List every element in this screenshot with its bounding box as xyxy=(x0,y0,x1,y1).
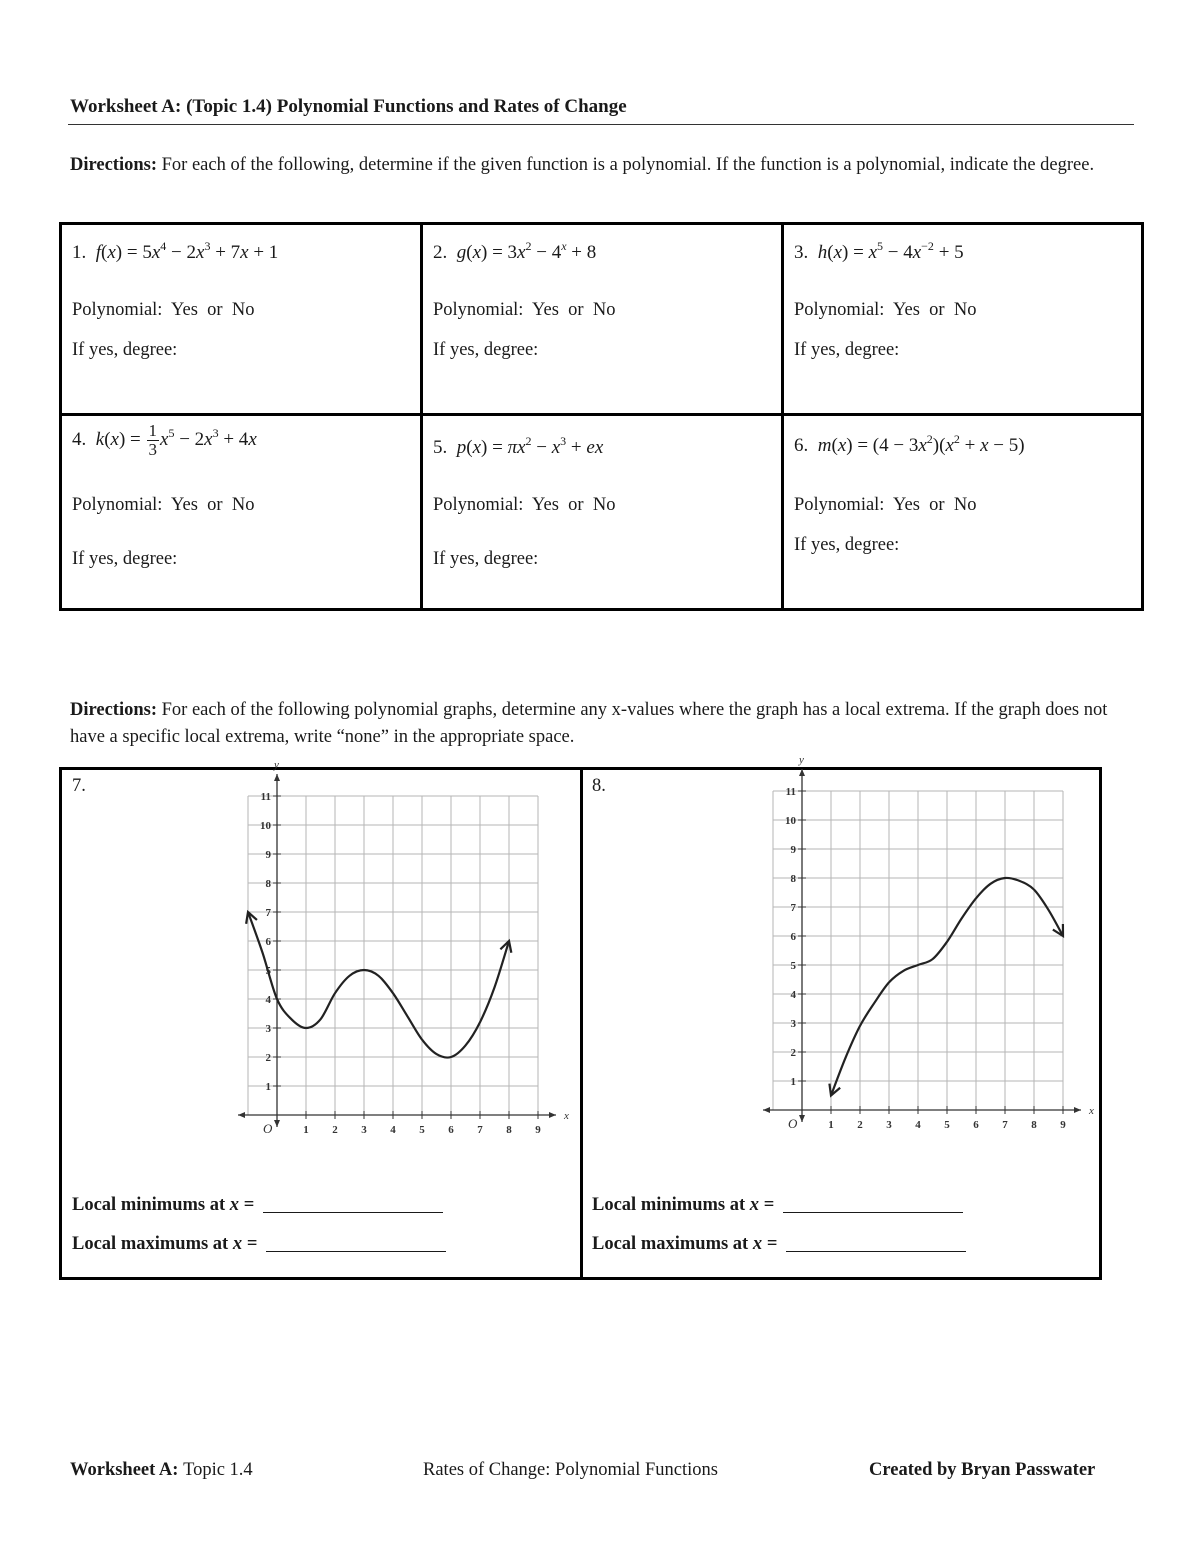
degree-prompt: If yes, degree: xyxy=(794,340,900,360)
x-tick-label: 5 xyxy=(419,1124,425,1136)
answer-blank[interactable] xyxy=(786,1250,966,1252)
y-tick-label: 4 xyxy=(265,994,271,1006)
problem-cell-2 xyxy=(423,225,781,413)
x-axis-arrow-icon xyxy=(238,1112,245,1118)
degree-prompt: If yes, degree: xyxy=(433,340,539,360)
graph-number-8: 8. xyxy=(592,776,606,796)
answer-blank[interactable] xyxy=(783,1211,963,1213)
local-min-line-7: Local minimums at x = xyxy=(72,1195,443,1216)
x-tick-label: 9 xyxy=(535,1124,541,1136)
equation-5: 5. $p(x) = \pi x^2 - x^3$ + ex xyxy=(433,434,604,458)
x-tick-label: 4 xyxy=(390,1124,396,1136)
footer-center: Rates of Change: Polynomial Functions xyxy=(423,1460,718,1480)
x-axis-arrow-icon xyxy=(763,1107,770,1113)
footer-left: Worksheet A: Topic 1.4 xyxy=(70,1460,253,1480)
problem-cell-4 xyxy=(62,416,420,608)
y-tick-label: 9 xyxy=(265,849,271,861)
polynomial-prompt: Polynomial: Yes or No xyxy=(433,300,616,320)
directions-text: For each of the following, determine if the given function is a polynomial. If the function is a polynomial, indicate the degree. xyxy=(161,155,1095,175)
title-rest: (Topic 1.4) Polynomial Functions and Rates of Change xyxy=(186,96,627,117)
y-axis-arrow-icon xyxy=(799,769,805,776)
equation-6: 6. $m(x) = (4 - 3x^2)(x^2 + x - 5)$ xyxy=(794,432,1025,456)
polynomial-prompt: Polynomial: Yes or No xyxy=(433,495,616,515)
x-axis-arrow-icon xyxy=(549,1112,556,1118)
equation-2: 2. $g(x) = 3x^2 - 4^x + 8$ xyxy=(433,239,597,263)
graph-table xyxy=(59,754,1102,1280)
y-tick-label: 2 xyxy=(790,1047,796,1059)
equation-3: 3. $h(x) = x^5 - 4x^{-2} + 5$ xyxy=(794,239,964,263)
x-axis-label: x xyxy=(564,1110,569,1122)
degree-prompt: If yes, degree: xyxy=(433,549,539,569)
x-tick-label: 9 xyxy=(1060,1119,1066,1131)
y-axis-arrow-icon xyxy=(274,1120,280,1127)
problem-cell-5 xyxy=(423,416,781,608)
x-tick-label: 4 xyxy=(915,1119,921,1131)
directions-text: For each of the following polynomial graphs, determine any x-values where the graph has a local extrema. If the graph does not have a specific local extrema, write “none” in the appropriate space. xyxy=(70,700,1108,747)
y-axis-label: y xyxy=(799,754,804,766)
degree-prompt: If yes, degree: xyxy=(72,340,178,360)
local-min-line-8: Local minimums at x = xyxy=(592,1195,963,1216)
directions-label: Directions: xyxy=(70,700,157,720)
y-tick-label: 7 xyxy=(265,907,271,919)
y-axis-arrow-icon xyxy=(799,1115,805,1122)
x-tick-label: 8 xyxy=(506,1124,512,1136)
graph-number-7: 7. xyxy=(72,776,86,796)
graph-8 xyxy=(667,754,1094,1170)
local-max-line-7: Local maximums at x = xyxy=(72,1234,446,1255)
y-tick-label: 3 xyxy=(790,1018,796,1030)
polynomial-prompt: Polynomial: Yes or No xyxy=(794,495,977,515)
title-divider xyxy=(68,124,1134,125)
origin-label: O xyxy=(788,1116,798,1131)
x-tick-label: 6 xyxy=(973,1119,979,1131)
y-tick-label: 11 xyxy=(260,791,271,803)
x-tick-label: 1 xyxy=(303,1124,309,1136)
y-tick-label: 10 xyxy=(785,815,796,827)
x-tick-label: 2 xyxy=(857,1119,863,1131)
y-tick-label: 8 xyxy=(265,878,271,890)
answer-blank[interactable] xyxy=(263,1211,443,1213)
footer-right: Created by Bryan Passwater xyxy=(869,1460,1096,1480)
y-tick-label: 1 xyxy=(790,1076,796,1088)
x-tick-label: 6 xyxy=(448,1124,454,1136)
degree-prompt: If yes, degree: xyxy=(72,549,178,569)
equation-4: 4. k(x) = $\frac{1}{3}$ $x^5 - 2x^3 + 4x$ xyxy=(72,421,257,459)
y-tick-label: 3 xyxy=(265,1023,271,1035)
y-tick-label: 8 xyxy=(790,873,796,885)
answer-blank[interactable] xyxy=(266,1250,446,1252)
x-tick-label: 2 xyxy=(332,1124,338,1136)
x-tick-label: 3 xyxy=(886,1119,892,1131)
function-table xyxy=(59,222,1144,611)
y-tick-label: 7 xyxy=(790,902,796,914)
function-curve xyxy=(248,912,509,1058)
problem-cell-3 xyxy=(784,225,1141,413)
title-bold: Worksheet A: xyxy=(70,96,182,117)
directions-label: Directions: xyxy=(70,155,157,175)
y-tick-label: 9 xyxy=(790,844,796,856)
degree-prompt: If yes, degree: xyxy=(794,535,900,555)
y-tick-label: 5 xyxy=(265,965,271,977)
x-tick-label: 3 xyxy=(361,1124,367,1136)
graph-7 xyxy=(142,759,569,1170)
y-tick-label: 10 xyxy=(260,820,271,832)
directions-section1 xyxy=(70,152,1140,179)
polynomial-prompt: Polynomial: Yes or No xyxy=(72,495,255,515)
x-tick-label: 8 xyxy=(1031,1119,1037,1131)
y-tick-label: 5 xyxy=(790,960,796,972)
x-tick-label: 7 xyxy=(477,1124,483,1136)
y-tick-label: 1 xyxy=(265,1081,271,1093)
y-tick-label: 6 xyxy=(265,936,271,948)
x-tick-label: 7 xyxy=(1002,1119,1008,1131)
polynomial-prompt: Polynomial: Yes or No xyxy=(72,300,255,320)
table-divider xyxy=(580,770,583,1277)
y-tick-label: 11 xyxy=(785,786,796,798)
y-tick-label: 4 xyxy=(790,989,796,1001)
y-axis-arrow-icon xyxy=(274,774,280,781)
y-axis-label: y xyxy=(274,759,279,771)
x-axis-arrow-icon xyxy=(1074,1107,1081,1113)
polynomial-prompt: Polynomial: Yes or No xyxy=(794,300,977,320)
local-max-line-8: Local maximums at x = xyxy=(592,1234,966,1255)
y-tick-label: 6 xyxy=(790,931,796,943)
problem-cell-1 xyxy=(62,225,420,413)
problem-cell-6 xyxy=(784,416,1141,608)
x-axis-label: x xyxy=(1089,1105,1094,1117)
x-tick-label: 1 xyxy=(828,1119,834,1131)
equation-1: 1. $f(x) = 5x^4 - 2x^3 + 7x + 1$ xyxy=(72,239,279,263)
y-tick-label: 2 xyxy=(265,1052,271,1064)
origin-label: O xyxy=(263,1121,273,1136)
directions-section2 xyxy=(70,697,1140,751)
page-title xyxy=(70,96,627,118)
x-tick-label: 5 xyxy=(944,1119,950,1131)
